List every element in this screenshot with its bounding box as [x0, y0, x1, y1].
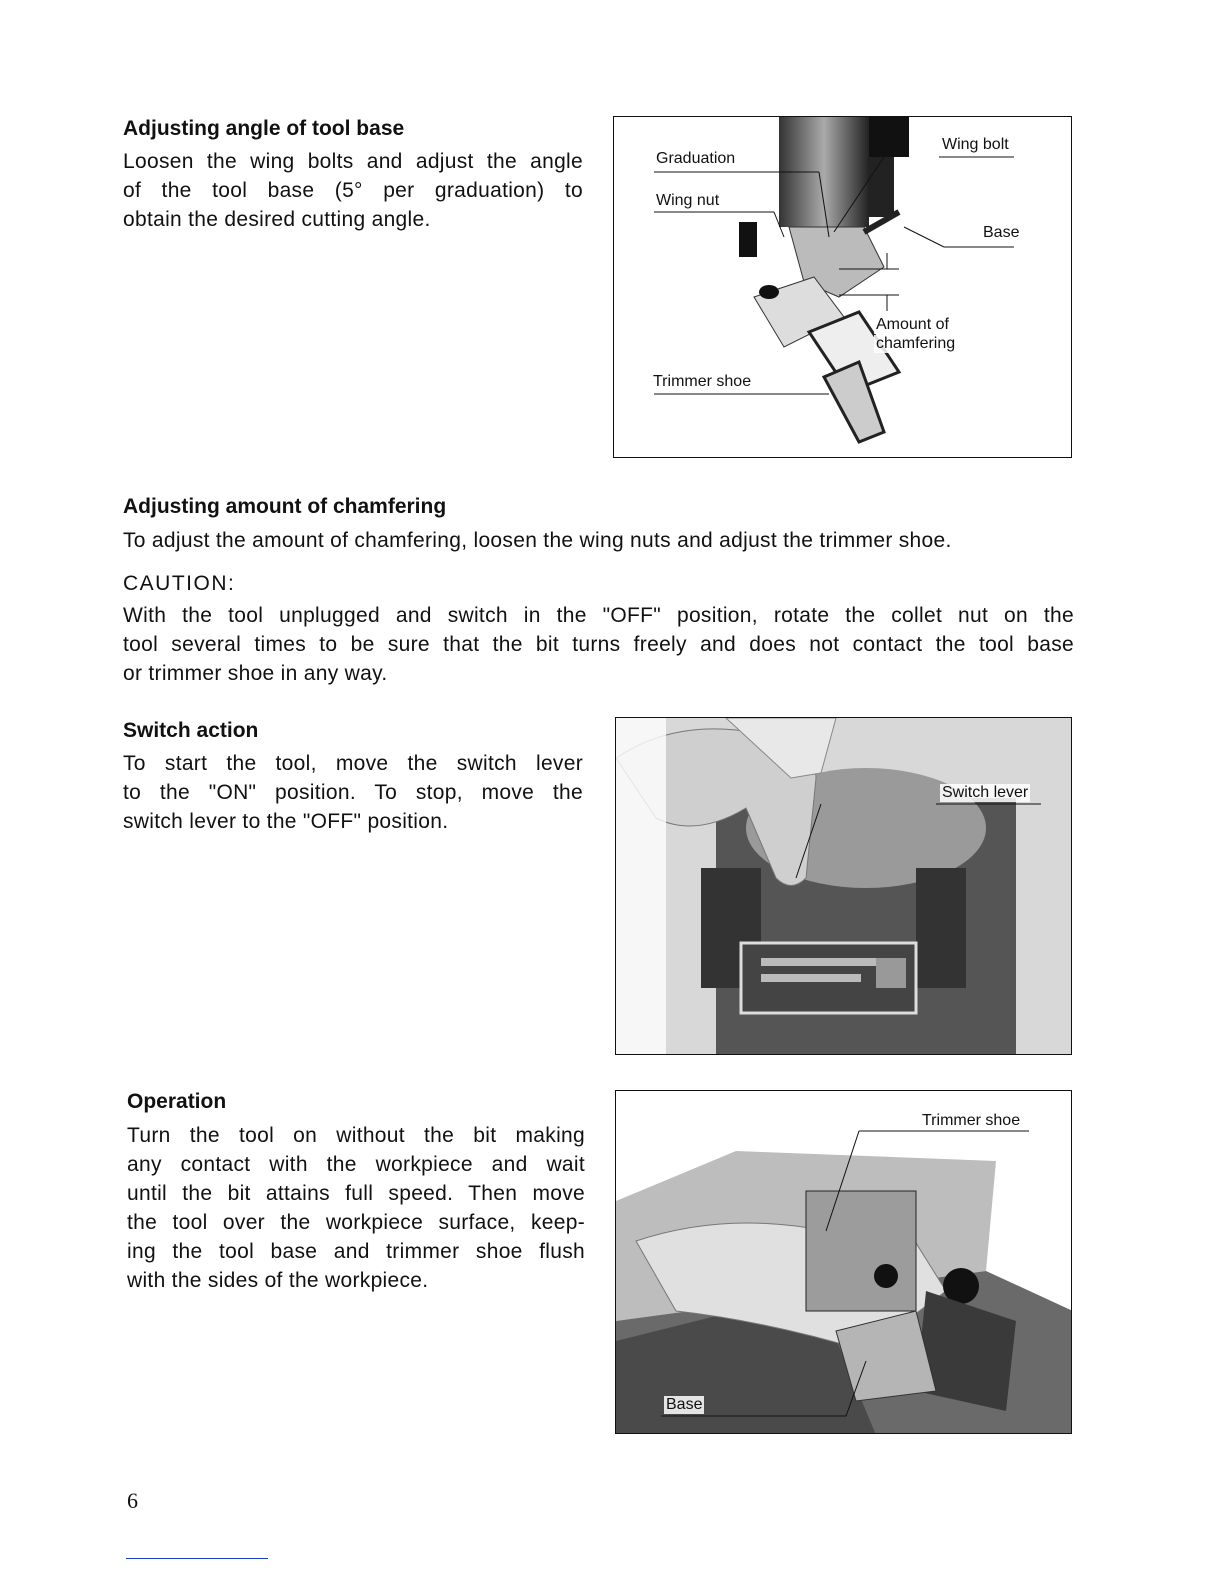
switch-text-line-1: To start the tool, move the switch lever [123, 752, 583, 775]
operation-text-line-2: any contact with the workpiece and wait [127, 1153, 585, 1176]
caution-text-line-1: With the tool unplugged and switch in the "OFF" position, rotate the collet nut on the [123, 604, 1074, 627]
label-base-2: Base [666, 1396, 703, 1413]
label-wing-bolt: Wing bolt [942, 136, 1009, 153]
caution-text-line-2: tool several times to be sure that the bit turns freely and does not contact the tool base [123, 633, 1074, 656]
caution-title: CAUTION: [123, 572, 236, 595]
label-trimmer-shoe: Trimmer shoe [653, 373, 752, 390]
section-heading-operation: Operation [127, 1090, 227, 1113]
angle-text-line-2: of the tool base (5° per graduation) to [123, 179, 583, 202]
section-heading-chamfer: Adjusting amount of chamfering [123, 495, 447, 518]
label-switch-lever: Switch lever [942, 784, 1029, 801]
operation-text-line-4: the tool over the workpiece surface, keep- [127, 1211, 585, 1234]
section-heading-switch: Switch action [123, 719, 259, 742]
chamfer-text: To adjust the amount of chamfering, loosen the wing nuts and adjust the trimmer shoe. [123, 529, 952, 552]
label-graduation: Graduation [656, 150, 736, 167]
label-base: Base [983, 224, 1020, 241]
page-number: 6 [127, 1488, 138, 1513]
operation-photo [616, 1091, 1072, 1434]
operation-text-line-1: Turn the tool on without the bit making [127, 1124, 585, 1147]
switch-text-line-3: switch lever to the "OFF" position. [123, 810, 449, 833]
label-trimmer-shoe-2: Trimmer shoe [922, 1112, 1021, 1129]
operation-text-line-3: until the bit attains full speed. Then move [127, 1182, 585, 1205]
label-amount-line-2: chamfering [876, 335, 956, 352]
switch-lever-photo [616, 718, 1072, 1055]
footer-rule [126, 1558, 268, 1559]
figure-operation [615, 1090, 1072, 1434]
figure-tool-base-angle [613, 116, 1072, 458]
angle-text-line-3: obtain the desired cutting angle. [123, 208, 431, 231]
tool-base-illustration [614, 117, 1072, 458]
label-wing-nut: Wing nut [656, 192, 720, 209]
operation-text-line-6: with the sides of the workpiece. [127, 1269, 429, 1292]
angle-text-line-1: Loosen the wing bolts and adjust the angle [123, 150, 583, 173]
switch-text-line-2: to the "ON" position. To stop, move the [123, 781, 583, 804]
caution-text-line-3: or trimmer shoe in any way. [123, 662, 388, 685]
label-amount-line-1: Amount of [876, 316, 949, 333]
operation-text-line-5: ing the tool base and trimmer shoe flush [127, 1240, 585, 1263]
figure-switch-lever [615, 717, 1072, 1055]
section-heading-angle: Adjusting angle of tool base [123, 117, 405, 140]
